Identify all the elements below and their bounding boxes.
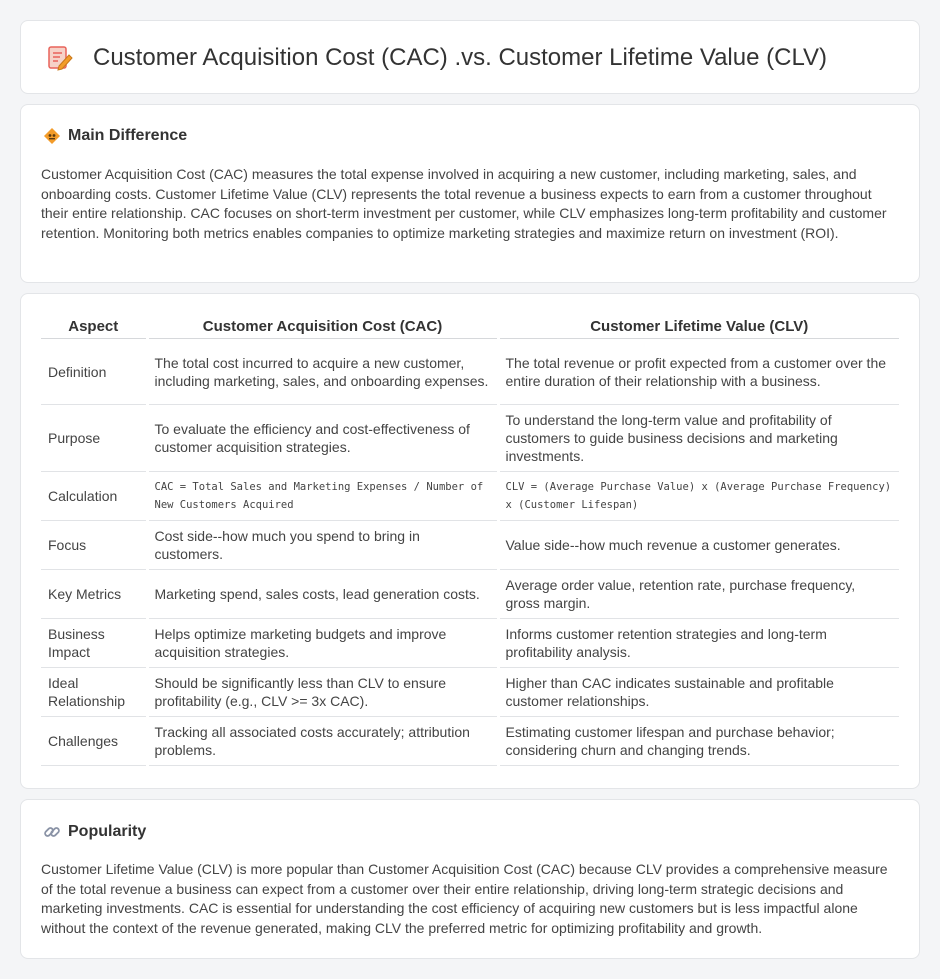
row-clv: Estimating customer lifespan and purchase behavior; considering churn and changing trends.: [498, 717, 899, 766]
comparison-table: [41, 316, 899, 766]
title-card: [20, 20, 920, 94]
row-clv-formula: CLV = (Average Purchase Value) x (Average Purchase Frequency) x (Customer Lifespan): [498, 472, 899, 521]
row-clv: Average order value, retention rate, purchase frequency, gross margin.: [498, 570, 899, 619]
table-row: [41, 619, 899, 668]
main-difference-card: [20, 104, 920, 283]
row-clv: The total revenue or profit expected from a customer over the entire duration of their relationship with a business.: [498, 339, 899, 405]
table-row: [41, 405, 899, 472]
header-cac: Customer Acquisition Cost (CAC): [147, 316, 498, 339]
header-aspect: Aspect: [41, 316, 147, 339]
row-aspect: Challenges: [41, 717, 147, 766]
main-difference-text: Customer Acquisition Cost (CAC) measures the total expense involved in acquiring a new customer, including marketing, sales, and onboarding costs. Customer Lifetime Value (CLV) represents the total revenue a business expects to earn from a customer throughout their entire relationship. CAC focuses on short-term investment per customer, while CLV emphasizes long-term profitability and customer retention. Monitoring both metrics enables companies to optimize marketing strategies and maximize return on investment (ROI).: [41, 166, 887, 241]
main-difference-heading: Main Difference: [68, 127, 188, 144]
row-cac: The total cost incurred to acquire a new customer, including marketing, sales, and onboarding expenses.: [147, 339, 498, 405]
comparison-table-card: [20, 293, 920, 789]
row-cac: Should be significantly less than CLV to ensure profitability (e.g., CLV >= 3x CAC).: [147, 668, 498, 717]
row-aspect: Definition: [41, 339, 147, 405]
row-aspect: Calculation: [41, 472, 147, 521]
row-aspect: Purpose: [41, 405, 147, 472]
table-row: [41, 472, 899, 521]
popularity-card: [20, 799, 920, 959]
popularity-text: Customer Lifetime Value (CLV) is more popular than Customer Acquisition Cost (CAC) because CLV provides a comprehensive measure of the total revenue a business can expect from a customer over their entire relationship, driving long-term strategic decisions and marketing investments. CAC is essential for understanding the cost efficiency of acquiring new customers but is less impactful alone without the context of the revenue generated, making CLV the preferred metric for optimizing profitability and growth.: [41, 861, 888, 936]
row-clv: To understand the long-term value and profitability of customers to guide business decisions and marketing investments.: [498, 405, 899, 472]
table-header-row: [41, 316, 899, 339]
row-cac: Helps optimize marketing budgets and improve acquisition strategies.: [147, 619, 498, 668]
row-cac: Tracking all associated costs accurately; attribution problems.: [147, 717, 498, 766]
row-cac-formula: CAC = Total Sales and Marketing Expenses / Number of New Customers Acquired: [147, 472, 498, 521]
table-row: [41, 717, 899, 766]
row-cac: Marketing spend, sales costs, lead generation costs.: [147, 570, 498, 619]
row-aspect: Key Metrics: [41, 570, 147, 619]
row-clv: Higher than CAC indicates sustainable and profitable customer relationships.: [498, 668, 899, 717]
table-row: [41, 668, 899, 717]
table-row: [41, 339, 899, 405]
row-aspect: Ideal Relationship: [41, 668, 147, 717]
header-clv: Customer Lifetime Value (CLV): [498, 316, 899, 339]
row-aspect: Business Impact: [41, 619, 147, 668]
row-clv: Informs customer retention strategies and long-term profitability analysis.: [498, 619, 899, 668]
page-title: Customer Acquisition Cost (CAC) .vs. Customer Lifetime Value (CLV): [93, 44, 828, 71]
row-cac: To evaluate the efficiency and cost-effectiveness of customer acquisition strategies.: [147, 405, 498, 472]
row-aspect: Focus: [41, 521, 147, 570]
document-pencil-icon: [47, 44, 73, 72]
table-row: [41, 521, 899, 570]
diamond-warning-icon: [43, 127, 61, 145]
row-clv: Value side--how much revenue a customer generates.: [498, 521, 899, 570]
table-row: [41, 570, 899, 619]
popularity-heading: Popularity: [68, 823, 147, 840]
row-cac: Cost side--how much you spend to bring in customers.: [147, 521, 498, 570]
link-icon: [43, 823, 61, 841]
